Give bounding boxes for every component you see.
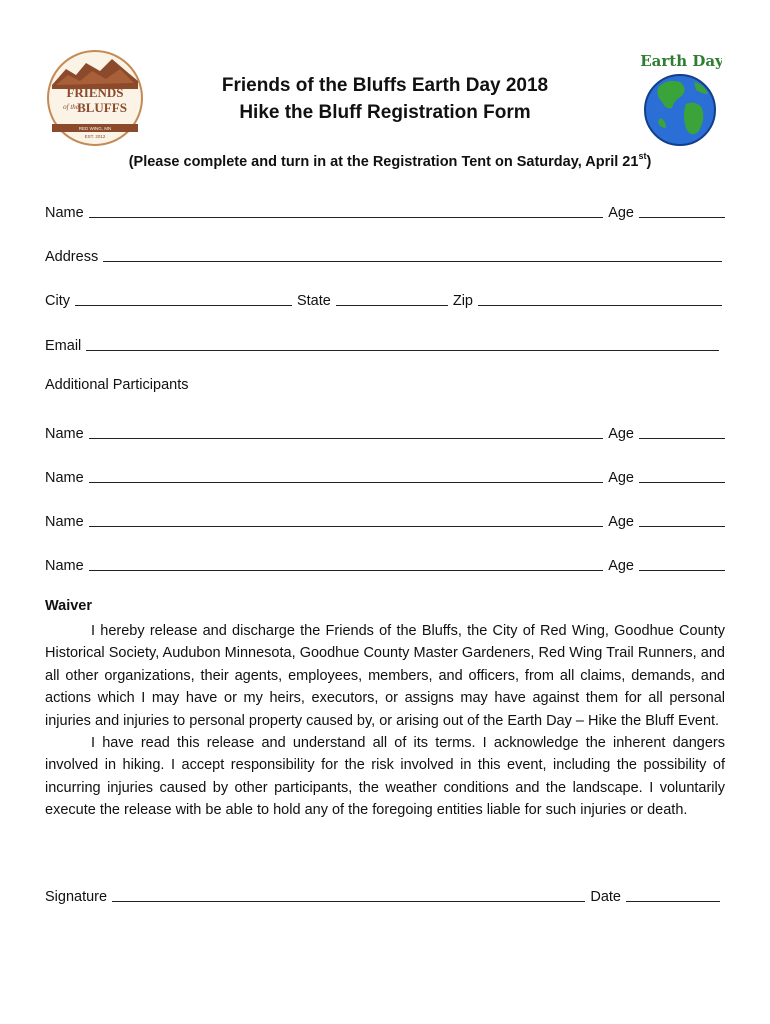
participant-age-label: Age [608,426,634,442]
waiver-paragraph-2: I have read this release and understand all of its terms. I acknowledge the inherent dangers involved in hiking. I accept responsibility for the risk involved in this event, including the possibility of incurring injuries caused by other participants, the weather conditions and the landscape. I voluntarily execute the release with be able to hold any of the foregoing entities liable for such injuries or death. [45,735,725,819]
instruction-text [60,151,720,170]
waiver-paragraph-1: I hereby release and discharge the Friends of the Bluffs, the City of Red Wing, Goodhue County Historical Society, Audubon Minnesota, Goodhue County Master Gardeners, Red Wing Trail Runners, and all other organizations, their agents, employees, members, and officers, from all claims, demands, and actions which I may have or my heirs, executors, or assigns may have against them for all personal injuries and injuries to personal property caused by, or arising out of the Earth Day – Hike the Bluff Event. [45,623,725,729]
logo-text-established: EST. 2012 [84,134,106,139]
participant-row [45,420,725,442]
participant-name-label: Name [45,558,84,574]
participant-age-label: Age [608,470,634,486]
logo-text-of-the: of the [63,103,79,111]
participant-name-field[interactable] [89,467,604,483]
date-field[interactable] [626,886,720,902]
participant-age-label: Age [608,558,634,574]
email-label: Email [45,338,82,354]
participant-name-label: Name [45,514,84,530]
waiver-heading: Waiver [45,598,93,614]
email-row [45,332,725,354]
address-row [45,243,725,265]
name-field[interactable] [89,202,604,218]
signature-label: Signature [45,889,108,905]
participant-row [45,552,725,574]
age-field[interactable] [639,202,725,218]
signature-date-row [45,883,725,905]
form-title [150,72,620,126]
instruction-main: (Please complete and turn in at the Registration Tent on Saturday, April 21 [128,154,639,170]
participant-row [45,508,725,530]
name-age-row [45,199,725,221]
zip-field[interactable] [478,290,722,306]
instruction-end: ) [646,154,652,170]
participant-name-field[interactable] [89,555,604,571]
city-field[interactable] [75,290,292,306]
participant-age-field[interactable] [639,511,725,527]
participant-age-field[interactable] [639,423,725,439]
logo-text-location: RED WING, MN [78,126,112,131]
state-field[interactable] [336,290,448,306]
age-label: Age [608,205,634,221]
signature-field[interactable] [112,886,585,902]
participant-name-field[interactable] [89,511,604,527]
address-label: Address [45,249,99,265]
zip-label: Zip [452,293,473,309]
participant-age-field[interactable] [639,467,725,483]
participant-name-label: Name [45,470,84,486]
instruction-superscript: st [638,151,647,161]
date-label: Date [590,889,621,905]
waiver-text [45,620,725,822]
city-label: City [45,293,70,309]
participant-age-label: Age [608,514,634,530]
participant-name-label: Name [45,426,84,442]
title-line-2: Hike the Bluff Registration Form [239,102,531,123]
email-field[interactable] [86,335,719,351]
name-label: Name [45,205,84,221]
logo-text-bluffs: BLUFFS [77,100,127,115]
earth-day-logo [636,48,722,148]
participant-age-field[interactable] [639,555,725,571]
participant-row [45,464,725,486]
logo-text-friends: FRIENDS [66,85,124,100]
additional-participants-heading: Additional Participants [45,377,189,393]
city-state-zip-row [45,287,725,309]
earth-day-logo-text: Earth Day [640,52,722,70]
address-field[interactable] [103,246,722,262]
title-line-1: Friends of the Bluffs Earth Day 2018 [221,75,549,96]
state-label: State [296,293,331,309]
participant-name-field[interactable] [89,423,604,439]
friends-of-the-bluffs-logo [46,49,144,147]
